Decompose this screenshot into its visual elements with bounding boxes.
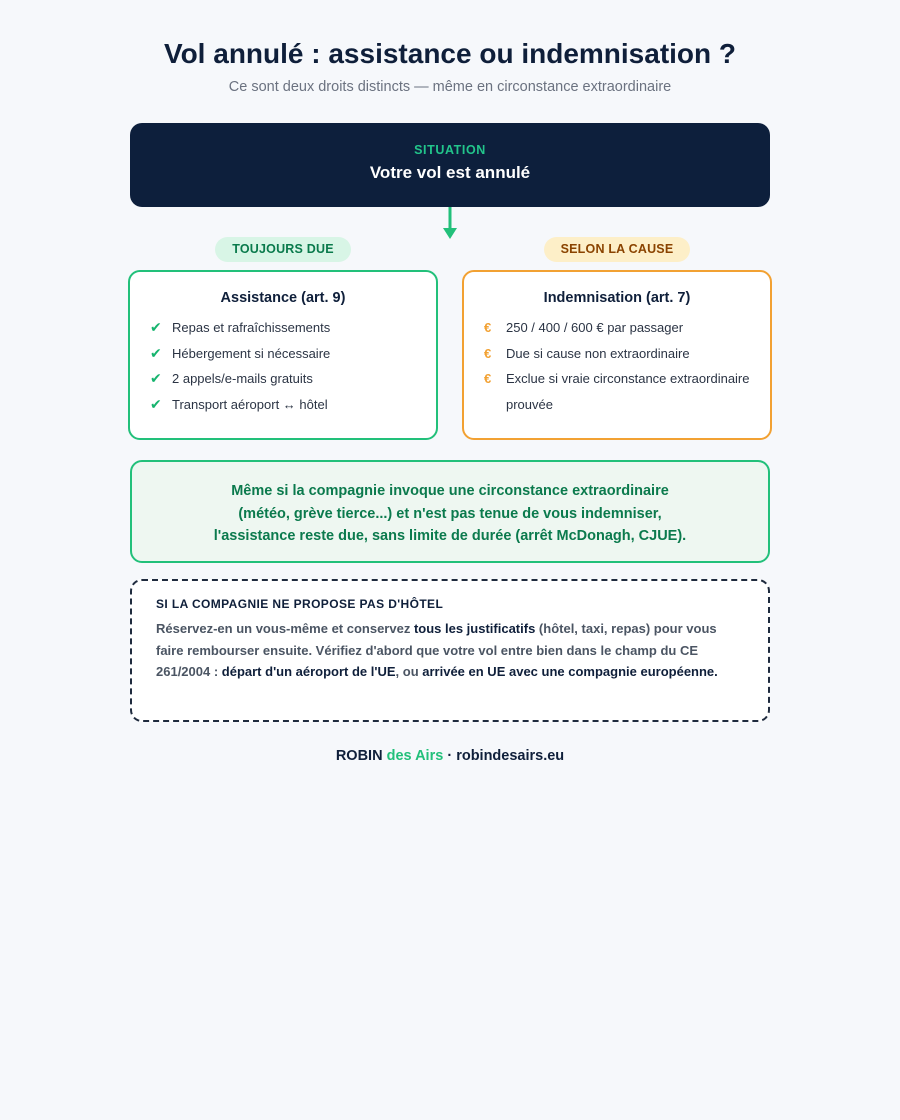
check-icon: ✔ [150,396,162,413]
tip-body: Réservez-en un vous-même et conservez tous les justificatifs (hôtel, taxi, repas) pour vous faire rembourser ensuite. Vérifiez d'abord que votre vol entre bien dans le champ du CE 261/2004 : départ d'un aéroport de l'UE, ou arrivée en UE avec une compagnie européenne. [156,621,718,679]
assistance-title: Assistance (art. 9) [220,290,346,306]
list-item: ✔ Repas et rafraîchissements [150,315,436,341]
tip-title: SI LA COMPAGNIE NE PROPOSE PAS D'HÔTEL [156,597,444,611]
indemnisation-list [484,315,770,418]
footer-site: robindesairs.eu [456,748,565,764]
situation-box [130,123,770,207]
assistance-list [150,315,436,418]
check-icon: ✔ [150,370,162,387]
assistance-card [128,270,438,440]
list-item: € Exclue si vraie circonstance extraordinaire prouvée [484,366,770,417]
list-item: € 250 / 400 / 600 € par passager [484,315,770,341]
brand-name: ROBIN [335,748,383,764]
indemnisation-title: Indemnisation (art. 7) [543,290,691,306]
down-arrow-icon [440,207,460,241]
indemnisation-badge: SELON LA CAUSE [544,237,690,262]
footer-separator: · [447,748,453,764]
assistance-badge: TOUJOURS DUE [215,237,351,262]
euro-icon: € [484,345,492,361]
situation-kicker: SITUATION [414,143,486,157]
page-title: Vol annulé : assistance ou indemnisation ? [163,38,737,69]
note-line: (météo, grève tierce...) et n'est pas tenue de vous indemniser, [238,505,662,522]
check-icon: ✔ [150,344,162,361]
brand-accent: des Airs [386,748,444,764]
situation-label: Votre vol est annulé [369,163,531,182]
note-line: Même si la compagnie invoque une circonstance extraordinaire [231,483,669,499]
note-line: l'assistance reste due, sans limite de durée (arrêt McDonagh, CJUE). [213,528,687,544]
page-subtitle: Ce sont deux droits distincts — même en circonstance extraordinaire [228,79,672,95]
mcdonagh-note [130,460,770,563]
footer-brand [0,748,900,764]
indemnisation-card [462,270,772,440]
hotel-tip-box [130,579,770,722]
euro-icon: € [484,320,492,335]
list-item: € Due si cause non extraordinaire [484,341,770,367]
check-icon: ✔ [150,319,162,335]
euro-icon: € [484,371,492,387]
list-item: ✔ Hébergement si nécessaire [150,341,436,367]
list-item: ✔ 2 appels/e-mails gratuits [150,366,436,392]
list-item: ✔ Transport aéroport ↔ hôtel [150,392,436,418]
